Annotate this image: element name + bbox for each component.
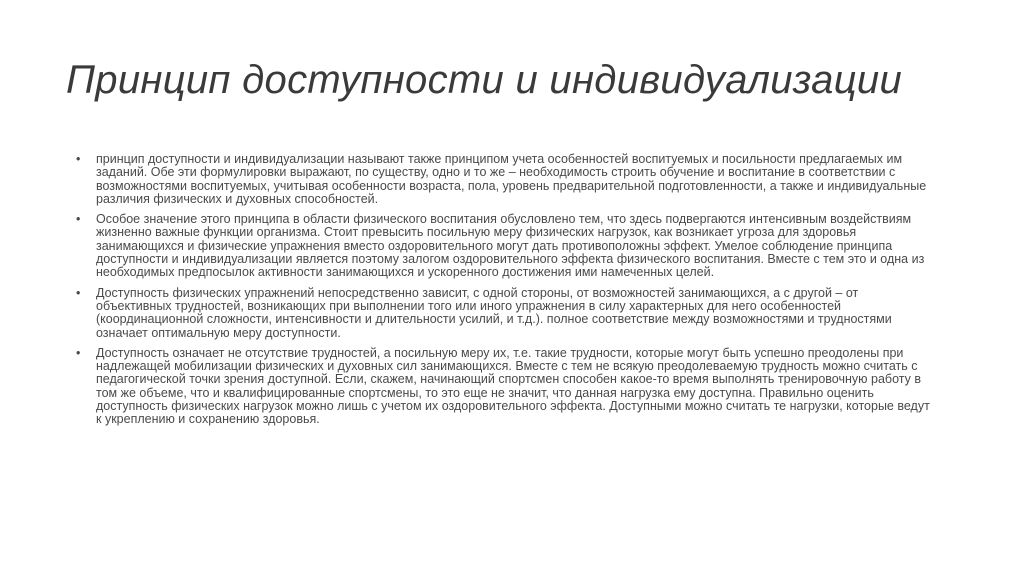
bullet-marker: • bbox=[76, 152, 81, 166]
bullet-text: принцип доступности и индивидуализации называют также принципом учета особенностей воспитуемых и посильности предлагаемых им заданий. Обе эти формулировки выражают, по существу, одно и то же – необходимость строить обучение и воспитание в соответствии с возможностями воспитуемых, учитывая особенности возраста, пола, уровень предварительной подготовленности, а также и индивидуальные различия физических и духовных способностей. bbox=[96, 152, 927, 206]
bullet-text: Доступность означает не отсутствие трудностей, а посильную меру их, т.е. такие трудности, которые могут быть успешно преодолены при надлежащей мобилизации физических и духовных сил занимающихся. Вместе с тем не всякую преодолеваемую трудность можно считать с педагогической точки зрения доступной. Если, скажем, начинающий спортсмен способен какое-то время выполнять тренировочную работу в том же объеме, что и квалифицированные спортсмены, то это еще не значит, что данная нагрузка ему доступна. Правильно оценить доступность физических нагрузок можно лишь с учетом их оздоровительного эффекта. Доступными можно считать те нагрузки, которые ведут к укреплению и сохранению здоровья. bbox=[96, 345, 930, 427]
slide-title: Принцип доступности и индивидуализации bbox=[66, 58, 902, 102]
bullet-item bbox=[76, 287, 936, 340]
bullet-text: Особое значение этого принципа в области физического воспитания обусловлено тем, что здесь подвергаются интенсивным воздействиям жизненно важные функции организма. Стоит превысить посильную меру физических нагрузок, как возникает угроза для здоровья занимающихся и физические упражнения вместо оздоровительного могут дать противоположны эффект. Умелое соблюдение принципа доступности и индивидуализации является поэтому залогом оздоровительного эффекта физического воспитания. Вместе с тем это и одна из необходимых предпосылок активности занимающихся и ускоренного достижения ими намеченных целей. bbox=[96, 212, 925, 280]
bullet-marker: • bbox=[76, 285, 81, 300]
bullet-item bbox=[76, 153, 936, 206]
bullet-marker: • bbox=[76, 212, 81, 227]
bullet-text: Доступность физических упражнений непосредственно зависит, с одной стороны, от возможностей занимающихся, а с другой – от объективных трудностей, возникающих при выполнении того или иного упражнения в силу характерных для него особенностей (координационной сложности, интенсивности и длительности усилий, и т.д.). полное соответствие между возможностями и трудностями означает оптимальную меру доступности. bbox=[96, 285, 892, 340]
bullet-item bbox=[76, 213, 936, 279]
bullet-marker: • bbox=[76, 345, 81, 360]
bullet-list bbox=[76, 153, 936, 434]
bullet-item bbox=[76, 347, 936, 427]
